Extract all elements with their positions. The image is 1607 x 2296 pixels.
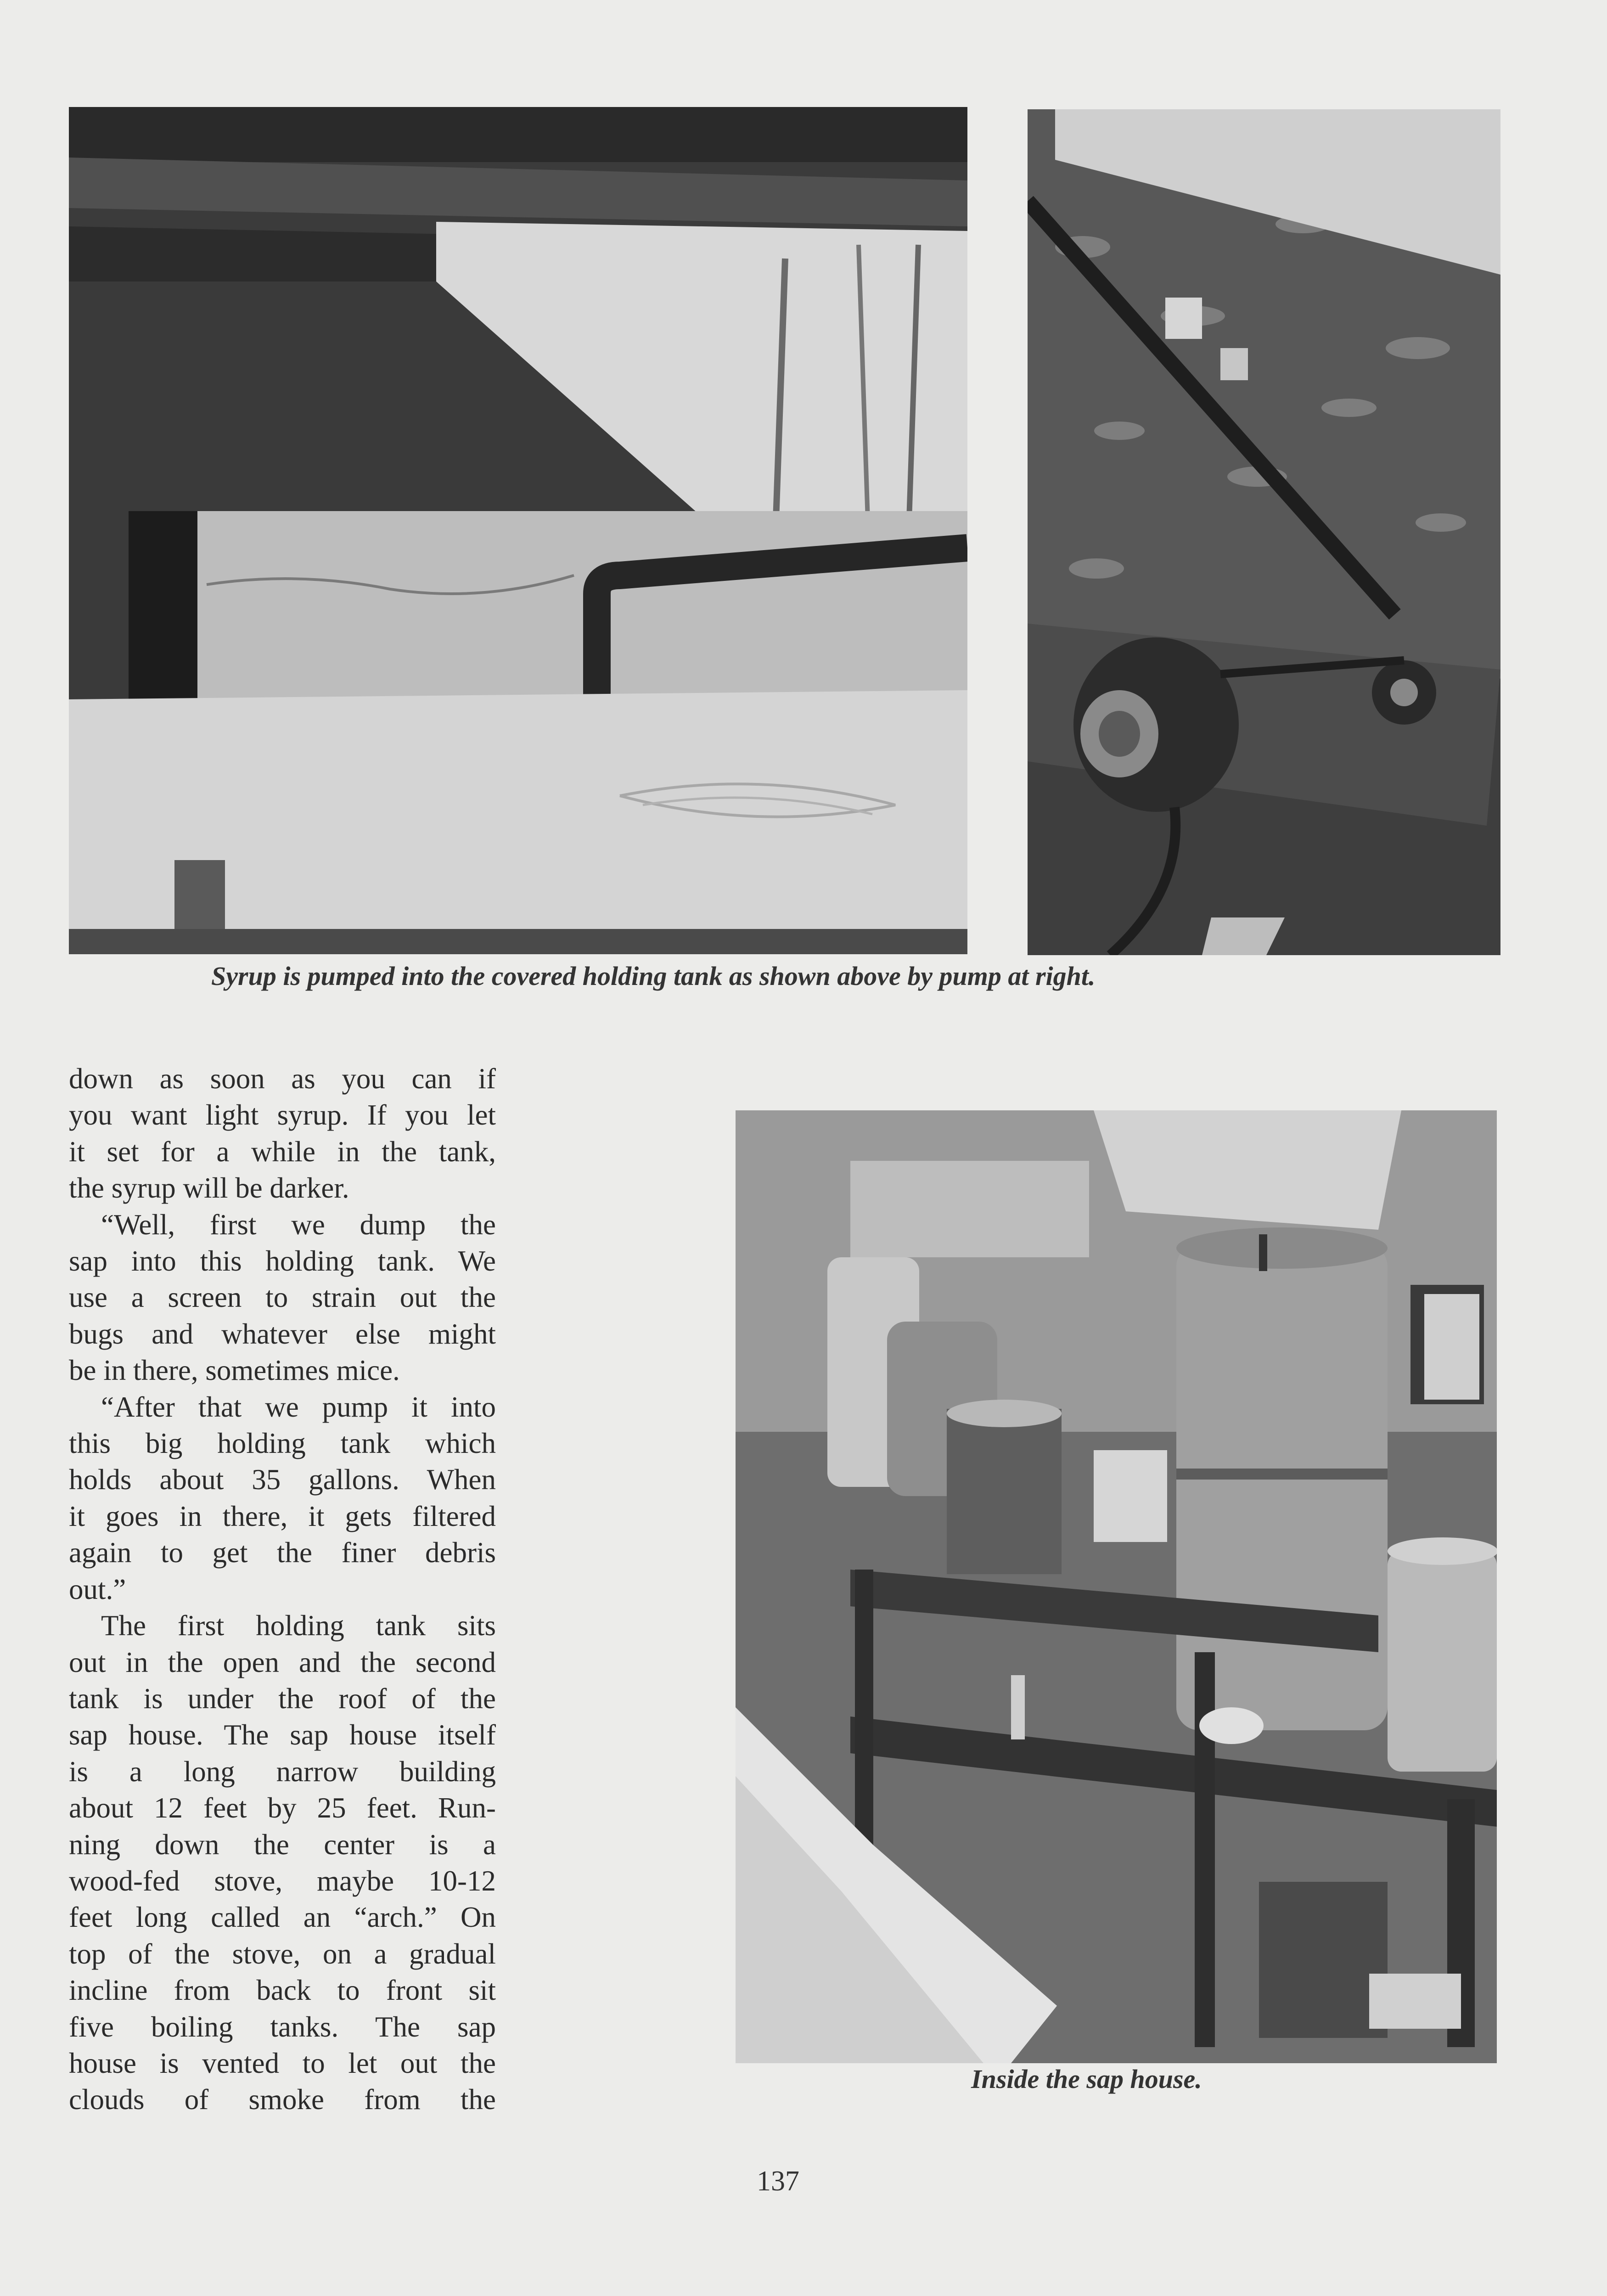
body-line: the syrup will be darker. bbox=[69, 1172, 349, 1204]
body-line: house is vented to let out the bbox=[69, 2047, 496, 2079]
photo-pump-icon bbox=[1028, 109, 1500, 955]
body-line: out in the open and the second bbox=[69, 1646, 496, 1678]
photo-holding-tank-roof-icon bbox=[69, 107, 967, 954]
sap-house-interior-photo bbox=[736, 1110, 1497, 2063]
holding-tank-photo bbox=[69, 107, 967, 954]
body-line: is a long narrow building bbox=[69, 1755, 496, 1788]
photo-sap-house-interior-icon bbox=[736, 1110, 1497, 2063]
body-line: “After that we pump it into bbox=[101, 1390, 496, 1423]
body-line: holds about 35 gallons. When bbox=[69, 1463, 496, 1496]
body-line: it goes in there, it gets filtered bbox=[69, 1500, 496, 1532]
body-line: this big holding tank which bbox=[69, 1427, 496, 1460]
body-line: clouds of smoke from the bbox=[69, 2083, 496, 2116]
body-line: ning down the center is a bbox=[69, 1828, 496, 1861]
body-line: tank is under the roof of the bbox=[69, 1682, 496, 1715]
body-line: wood-fed stove, maybe 10-12 bbox=[69, 1864, 496, 1897]
body-line: five boiling tanks. The sap bbox=[69, 2010, 496, 2043]
body-line: sap house. The sap house itself bbox=[69, 1719, 496, 1751]
page-number: 137 bbox=[757, 2166, 799, 2197]
body-line: sap into this holding tank. We bbox=[69, 1245, 496, 1277]
body-line: again to get the finer debris bbox=[69, 1536, 496, 1569]
top-photos-caption: Syrup is pumped into the covered holding tank as shown above by pump at right. bbox=[211, 961, 1096, 991]
body-line: incline from back to front sit bbox=[69, 1974, 496, 2007]
body-line: out.” bbox=[69, 1573, 126, 1605]
body-line: use a screen to strain out the bbox=[69, 1281, 496, 1314]
article-body-text bbox=[69, 1061, 496, 2118]
body-line: about 12 feet by 25 feet. Run- bbox=[69, 1792, 496, 1824]
body-line: top of the stove, on a gradual bbox=[69, 1937, 496, 1970]
body-line: The first holding tank sits bbox=[101, 1609, 496, 1642]
pump-photo bbox=[1028, 109, 1500, 955]
inside-photo-caption: Inside the sap house. bbox=[971, 2064, 1202, 2094]
body-line: bugs and whatever else might bbox=[69, 1317, 496, 1350]
body-line: you want light syrup. If you let bbox=[69, 1099, 496, 1131]
body-line: down as soon as you can if bbox=[69, 1063, 496, 1095]
body-line: feet long called an “arch.” On bbox=[69, 1901, 496, 1934]
body-line: “Well, first we dump the bbox=[101, 1208, 496, 1241]
body-line: be in there, sometimes mice. bbox=[69, 1354, 400, 1387]
body-line: it set for a while in the tank, bbox=[69, 1135, 496, 1168]
